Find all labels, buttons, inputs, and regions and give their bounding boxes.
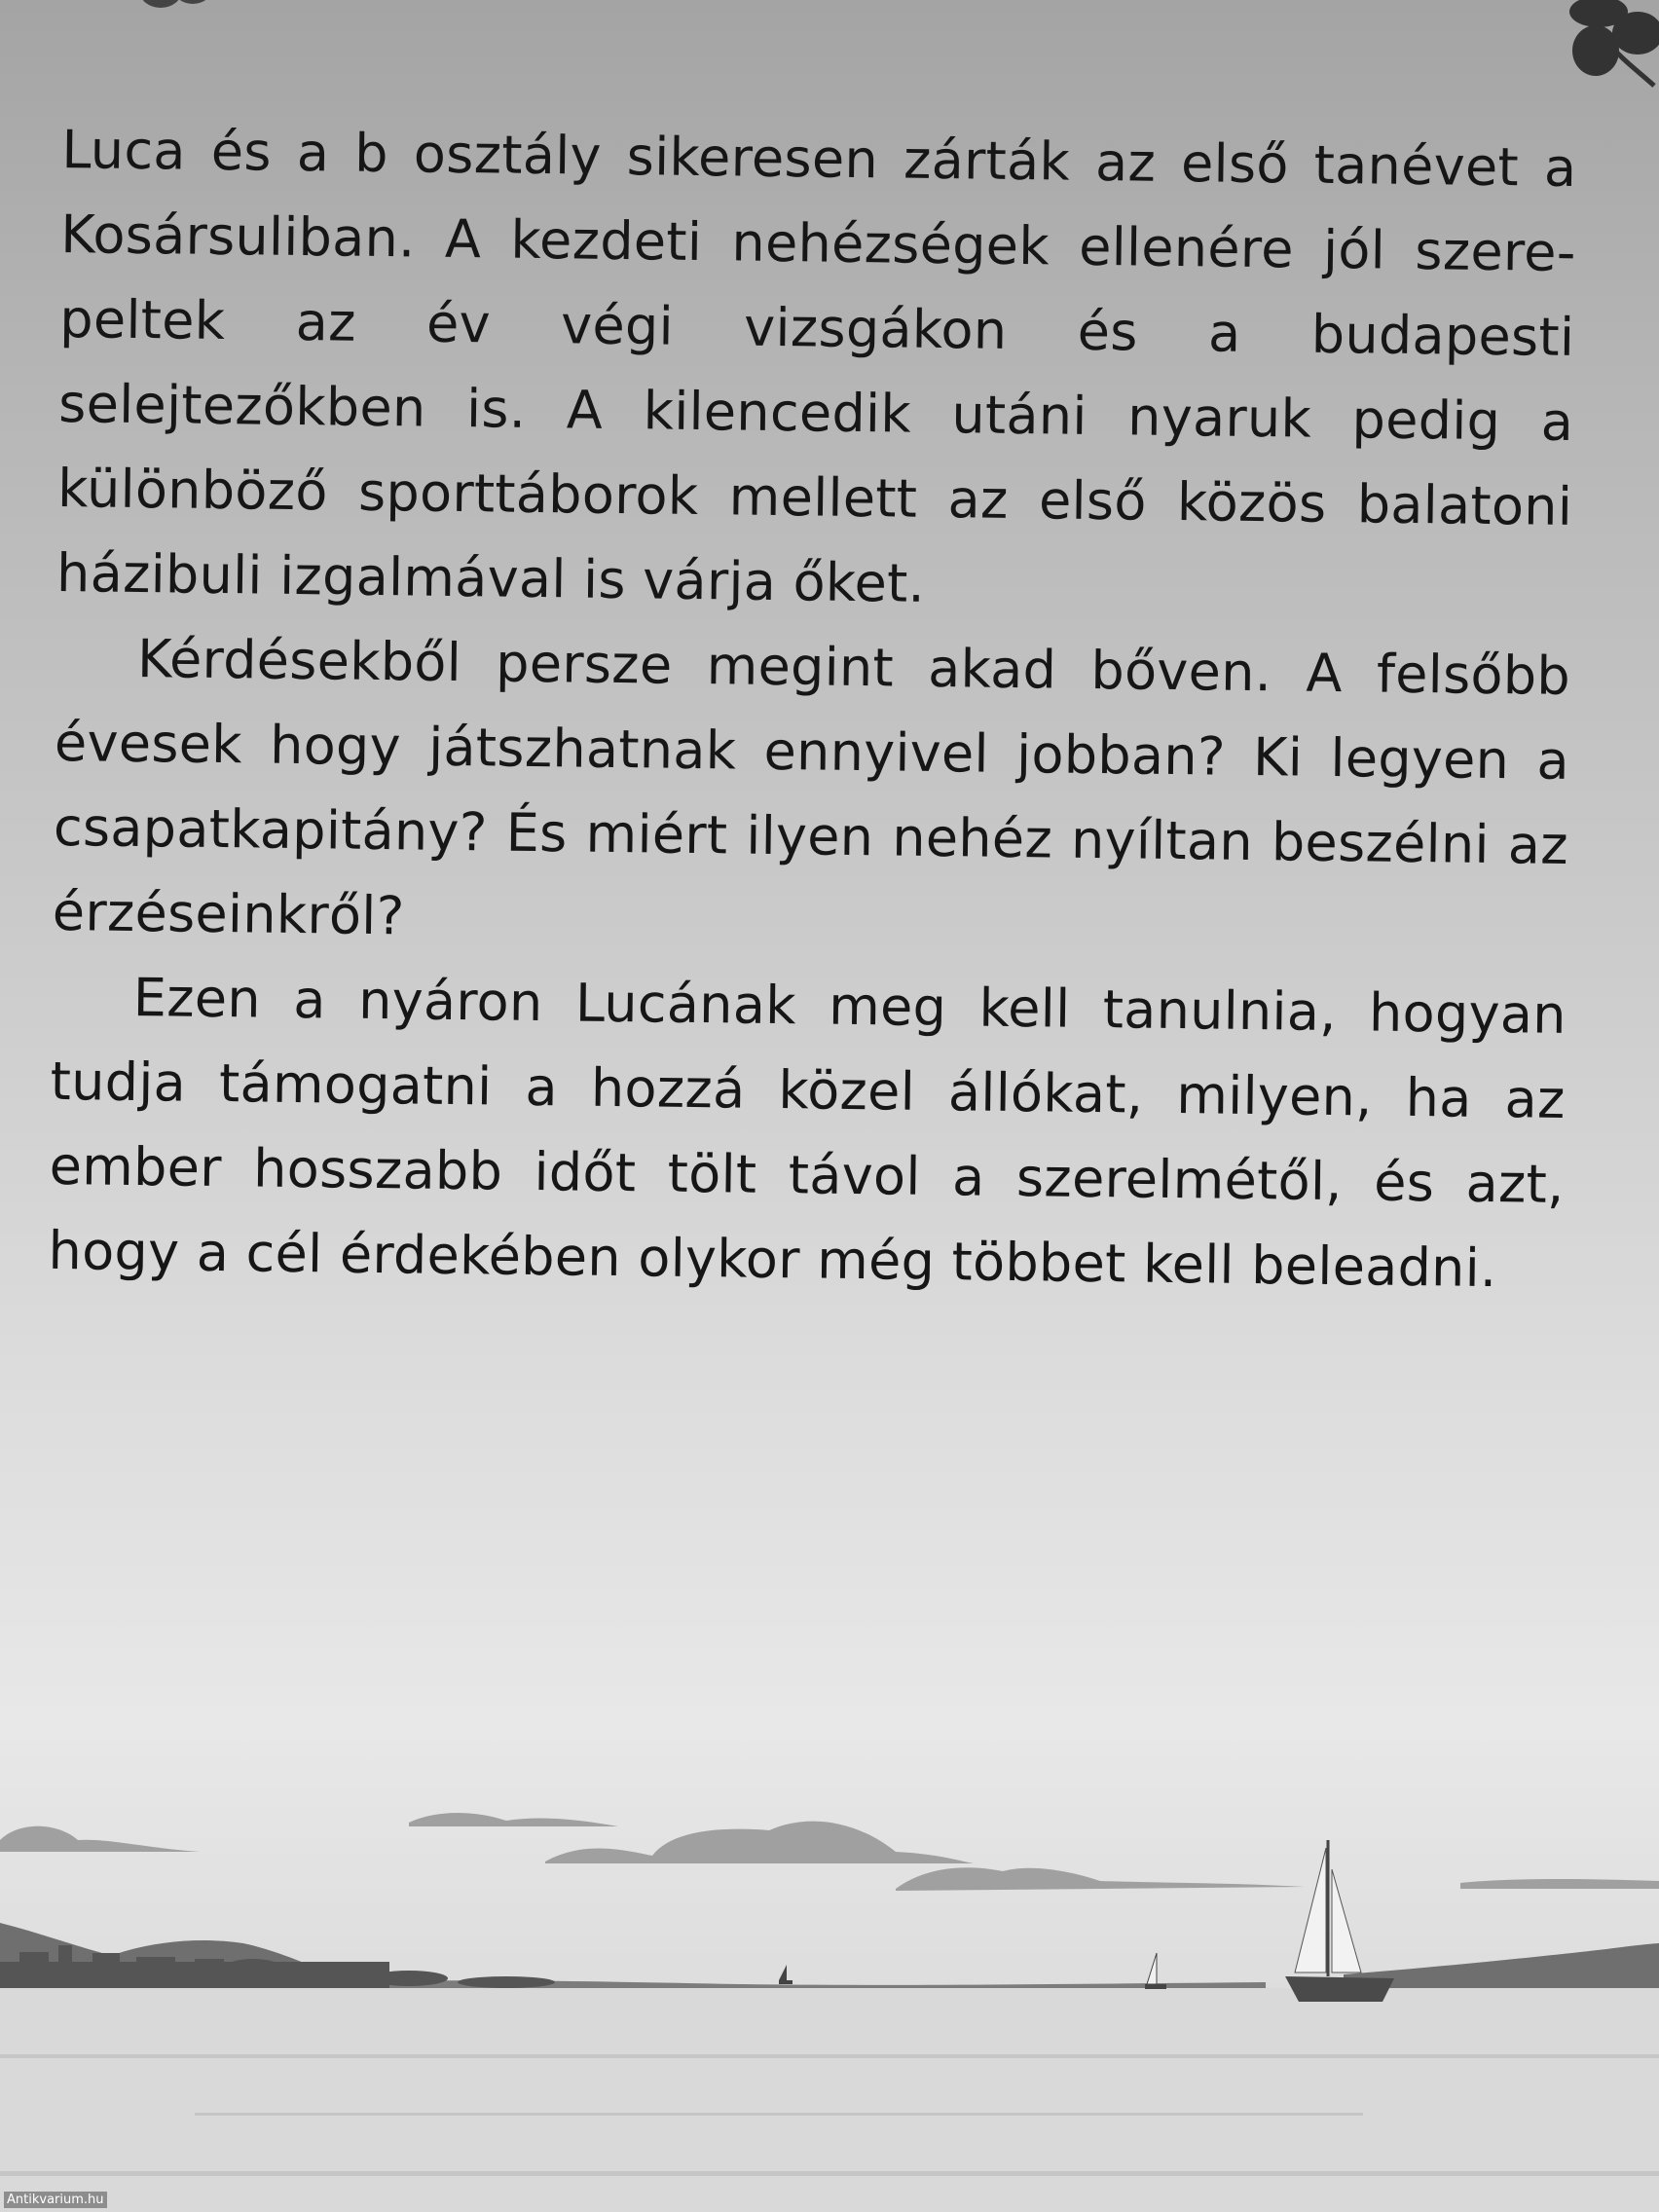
blurb-text [48, 107, 1577, 1311]
paragraph-2: Kérdésekből persze megint akad bőven. A felsőbb évesek hogy játszhatnak ennyivel jobban? Ki legyen a csapatkapitány? És miért ilyen nehéz nyíltan beszélni az érzéseinkről? [52, 627, 1571, 947]
clover-leaf-icon [1552, 0, 1659, 88]
paragraph-3: Ezen a nyáron Lucának meg kell tanulnia, hogyan tudja támogatni a hozzá közel állókat, milyen, ha az ember hosszabb időt tölt távol a szerelmétől, és azt, hogy a cél érdekében olykor még többet kell beleadni. [48, 966, 1567, 1300]
lake-water [0, 1988, 1659, 2212]
clover-leaf-icon [136, 0, 214, 19]
watermark: Antikvarium.hu [4, 2192, 107, 2208]
paragraph-1: Luca és a b osztály sikeresen zárták az első tanévet a Kosársuliban. A kezdeti nehézségek ellenére jól szerepeltek az év végi vizsgákon és a budapesti selejtezőkben is. A kilencedik utáni nyaruk pedig a különböző sporttáborok mellett az első közös balatoni házibuli izgalmával is várja őket. [55, 118, 1577, 614]
sailboat-icon [779, 1965, 793, 1984]
clouds [0, 1813, 1659, 1891]
lake-balaton-illustration [0, 1762, 1659, 2212]
